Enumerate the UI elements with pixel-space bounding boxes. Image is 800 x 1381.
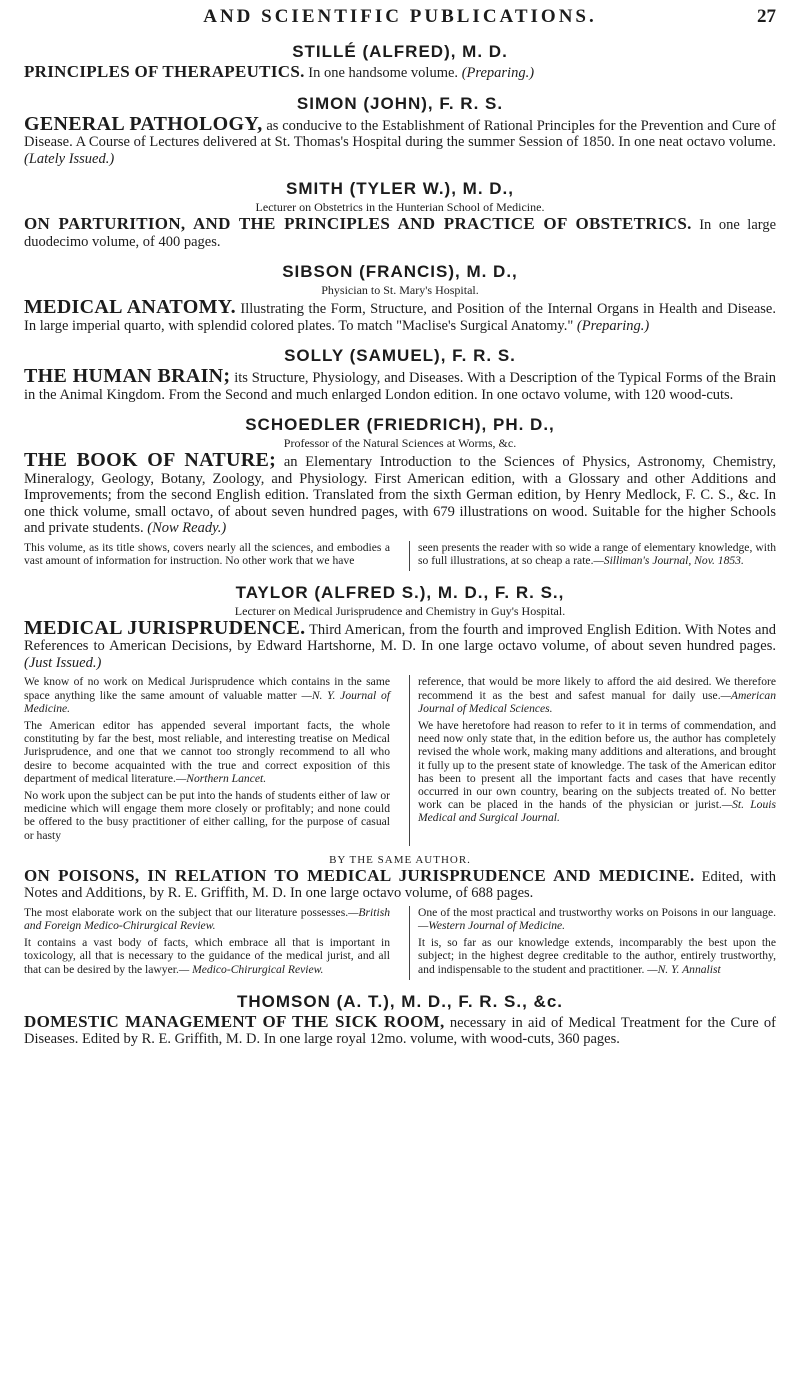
catalogue-entry-thomson xyxy=(24,992,776,1048)
page-number: 27 xyxy=(757,6,776,27)
book-details: Third American, from the fourth and improved English Edition. With Notes and References to American Decisions, by Edward Hartshorne, M. D. In one large octavo volume, of about seven hundred pages. xyxy=(24,621,776,655)
entry-description xyxy=(24,216,776,250)
catalogue-entry-sibson xyxy=(24,262,776,334)
catalogue-entry-taylor-poisons xyxy=(24,854,776,980)
book-details: as conducive to the Establishment of Rational Principles for the Prevention and Cure of Disease. A Course of Lectures delivered at St. Thomas's Hospital during the summer Session of 1850. In one neat octavo volume. xyxy=(24,117,776,150)
book-title: ON PARTURITION, AND THE PRINCIPLES AND PRACTICE OF OBSTETRICS. xyxy=(24,214,692,233)
review-text: It is, so far as our knowledge extends, incomparably the best upon the subject; in the highest degree creditable to the author, entirely trustworthy, and indispensable to the student and practitioner. xyxy=(418,936,776,976)
book-title: GENERAL PATHOLOGY, xyxy=(24,112,263,135)
review-columns xyxy=(24,906,776,980)
review-quote xyxy=(418,541,776,567)
availability-note: (Lately Issued.) xyxy=(24,150,115,167)
entry-description xyxy=(24,296,776,334)
review-quote xyxy=(24,936,390,976)
review-source: —Silliman's Journal, Nov. 1853. xyxy=(593,553,744,567)
author-heading: TAYLOR (ALFRED S.), M. D., F. R. S., xyxy=(235,582,565,602)
review-text: We have heretofore had reason to refer to it in terms of commendation, and need now only state that, in the edition before us, the author has completely revised the whole work, making many additions and alterations, and brought it fully up to the present state of knowledge. The task of the American editor has been to present all the important facts and cases that have recently occurred in our own country, bearing on the subjects treated of. No better work can be placed in the hands of the physician or jurist. xyxy=(418,719,776,812)
same-author-byline: BY THE SAME AUTHOR. xyxy=(329,853,471,866)
book-title: THE BOOK OF NATURE; xyxy=(24,449,277,471)
review-text: This volume, as its title shows, covers nearly all the sciences, and embodies a vast amount of information for instruction. No other work that we have xyxy=(24,540,390,567)
catalogue-entry-taylor xyxy=(24,583,776,846)
review-text: seen presents the reader with so wide a range of elementary knowledge, with so full illustrations, at so cheap a rate. xyxy=(418,540,776,567)
author-affiliation: Lecturer on Obstetrics in the Hunterian School of Medicine. xyxy=(255,200,545,214)
review-source: —St. Louis Medical and Surgical Journal. xyxy=(418,798,776,825)
book-details: necessary in aid of Medical Treatment for the Cure of Diseases. Edited by R. E. Griffith, M. D. In one large royal 12mo. volume, with wood-cuts, 360 pages. xyxy=(24,1014,777,1048)
book-title: MEDICAL JURISPRUDENCE. xyxy=(24,616,306,639)
entry-description xyxy=(24,616,776,672)
entry-description xyxy=(24,449,776,537)
book-details: Edited, with Notes and Additions, by R. E. Griffith, M. D. In one large octavo volume, of 688 pages. xyxy=(24,868,776,902)
review-text: It contains a vast body of facts, which embrace all that is important in toxicology, all that is necessary to the guidance of the medical jurist, and all that can be desired by the lawyer. xyxy=(24,936,390,976)
entry-description xyxy=(24,865,776,902)
review-quote xyxy=(418,719,776,825)
review-quote xyxy=(418,906,776,932)
review-quote xyxy=(24,789,390,842)
author-heading: THOMSON (A. T.), M. D., F. R. S., &c. xyxy=(236,991,563,1011)
author-affiliation: Professor of the Natural Sciences at Worms, &c. xyxy=(283,436,517,450)
review-quote xyxy=(418,936,776,976)
availability-note: (Just Issued.) xyxy=(24,654,102,671)
book-title: PRINCIPLES OF THERAPEUTICS. xyxy=(24,62,305,81)
review-text: The most elaborate work on the subject that our literature possesses. xyxy=(24,905,349,919)
review-column-left xyxy=(24,906,390,980)
review-text: reference, that would be more likely to afford the aid desired. We therefore recommend it as the best and safest manual for daily use. xyxy=(418,675,776,702)
book-details: Illustrating the Form, Structure, and Position of the Internal Organs in Health and Disease. In large imperial quarto, with splendid colored plates. To match "Maclise's Surgical Anatomy." xyxy=(24,301,776,334)
entry-description xyxy=(24,1011,777,1048)
book-title: THE HUMAN BRAIN; xyxy=(24,365,231,387)
book-details: its Structure, Physiology, and Diseases. With a Description of the Typical Forms of the Brain in the Animal Kingdom. From the Second and much enlarged London edition. In one octavo volume, with 120 wood-cuts. xyxy=(24,370,776,403)
entry-description xyxy=(24,64,776,82)
catalogue-entry-simon xyxy=(24,94,776,168)
review-source: —Western Journal of Medicine. xyxy=(418,919,566,933)
availability-note: (Preparing.) xyxy=(576,317,650,334)
review-source: —N. Y. Journal of Medicine. xyxy=(24,688,390,715)
review-columns xyxy=(24,541,776,571)
review-text: The American editor has appended several important facts, the whole constituting by far the best, most reliable, and interesting treatise on Medical Jurisprudence, and one that we cannot too strongly recommend to all who desire to become acquainted with the true and correct exposition of this department of medical literature. xyxy=(24,719,390,785)
running-head xyxy=(24,0,776,34)
author-heading: SIMON (JOHN), F. R. S. xyxy=(296,93,504,113)
review-columns xyxy=(24,675,776,845)
author-heading: SOLLY (SAMUEL), F. R. S. xyxy=(284,346,516,365)
availability-note: (Now Ready.) xyxy=(147,520,227,536)
author-affiliation: Lecturer on Medical Jurisprudence and Chemistry in Guy's Hospital. xyxy=(234,603,566,618)
review-column-right xyxy=(409,541,776,571)
entry-description xyxy=(24,365,776,403)
review-source: — Medico-Chirurgical Review. xyxy=(178,962,324,976)
review-quote xyxy=(24,675,390,715)
review-source: —American Journal of Medical Sciences. xyxy=(418,688,776,715)
author-heading: SMITH (TYLER W.), M. D., xyxy=(286,179,514,198)
review-source: —Northern Lancet. xyxy=(175,771,267,785)
availability-note: (Preparing.) xyxy=(461,65,535,81)
running-head-title: AND SCIENTIFIC PUBLICATIONS. xyxy=(203,6,597,27)
book-title: MEDICAL ANATOMY. xyxy=(24,296,236,318)
book-catalogue-page xyxy=(24,0,776,1048)
author-affiliation: Physician to St. Mary's Hospital. xyxy=(321,283,479,297)
catalogue-entry-smith xyxy=(24,179,776,250)
review-text: No work upon the subject can be put into the hands of students either of law or medicine which will engage them more closely or profitably; and none could be offered to the busy practitioner of either calling, for the purpose of casual or hasty xyxy=(24,789,390,842)
book-details: In one handsome volume. xyxy=(308,65,459,81)
book-title: DOMESTIC MANAGEMENT OF THE SICK ROOM, xyxy=(24,1011,445,1031)
review-text: One of the most practical and trustworthy works on Poisons in our language. xyxy=(418,905,776,919)
book-title: ON POISONS, IN RELATION TO MEDICAL JURISPRUDENCE AND MEDICINE. xyxy=(24,865,695,885)
review-source: —N. Y. Annalist xyxy=(647,962,721,976)
review-column-right xyxy=(409,906,776,980)
review-source: —British and Foreign Medico-Chirurgical Review. xyxy=(24,905,390,933)
catalogue-entry-solly xyxy=(24,346,776,403)
review-column-right xyxy=(409,675,776,845)
review-text: We know of no work on Medical Jurisprudence which contains in the same space anything like the same amount of valuable matter xyxy=(24,675,390,702)
book-details: an Elementary Introduction to the Sciences of Physics, Astronomy, Chemistry, Mineralogy, Geology, Botany, Zoology, and Physiology. First American edition, with a Glossary and other Additions and Improvements; from the second English edition. Translated from the sixth German edition, by Henry Medlock, F. C. S., &c. In one thick volume, small octavo, of about seven hundred pages, with 679 illustrations on wood. Suitable for the higher Schools and private students. xyxy=(24,454,776,536)
author-heading: SIBSON (FRANCIS), M. D., xyxy=(282,262,518,281)
review-column-left xyxy=(24,541,390,571)
review-quote xyxy=(24,906,390,932)
review-quote xyxy=(24,719,390,785)
catalogue-entry-schoedler xyxy=(24,415,776,571)
review-quote xyxy=(418,675,776,715)
entry-description xyxy=(24,112,776,168)
author-heading: STILLÉ (ALFRED), M. D. xyxy=(292,42,508,61)
review-column-left xyxy=(24,675,390,845)
book-details: In one large duodecimo volume, of 400 pages. xyxy=(24,217,777,250)
catalogue-entry-stille xyxy=(24,42,776,82)
author-heading: SCHOEDLER (FRIEDRICH), PH. D., xyxy=(245,415,555,434)
